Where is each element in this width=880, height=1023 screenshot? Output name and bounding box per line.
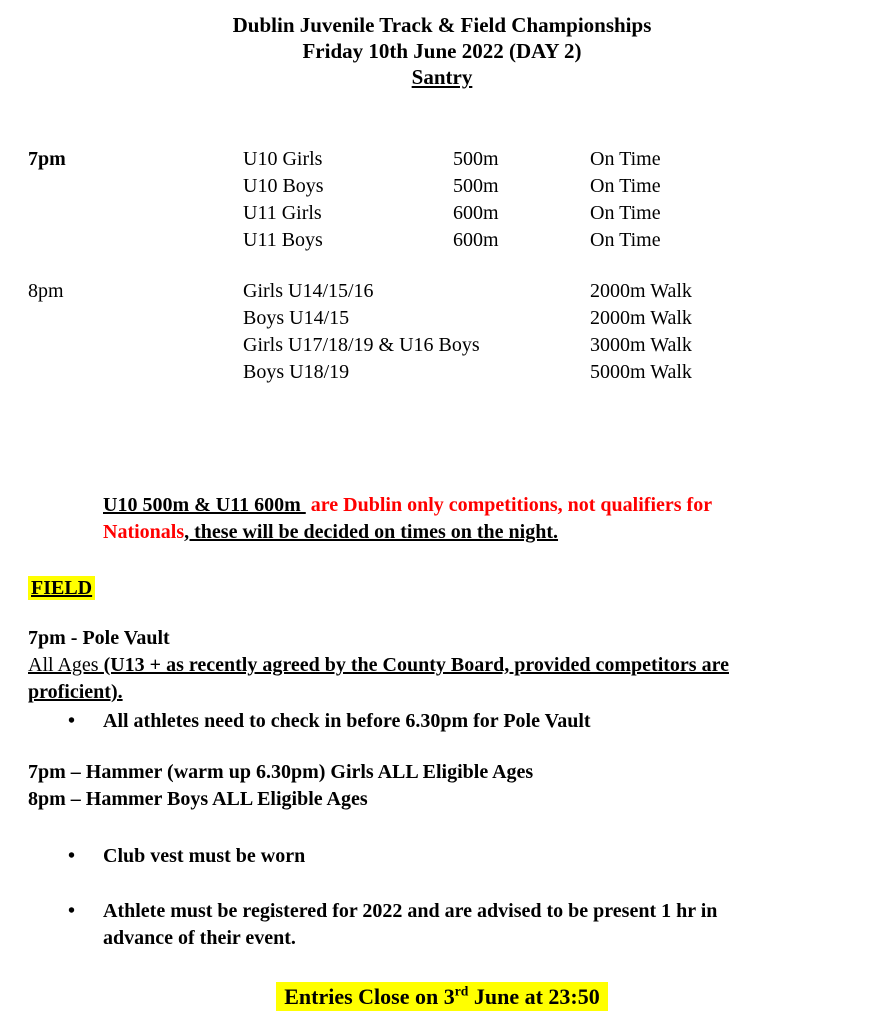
event-result: 2000m Walk: [590, 280, 692, 302]
dublin-only-note-paragraph: [103, 492, 856, 546]
event-name: Girls U17/18/19 & U16 Boys: [243, 334, 480, 356]
hammer-section: [28, 759, 856, 813]
text-segment: are Dublin only competitions, not qualifiers for: [305, 494, 713, 516]
event-distance: [453, 332, 590, 359]
event-result: On Time: [590, 202, 661, 224]
pole-vault-section: [28, 625, 856, 706]
event-name: U11 Boys: [243, 229, 323, 251]
text-segment: Nationals: [103, 521, 185, 543]
event-result: On Time: [590, 229, 661, 251]
entries-close-row: [28, 982, 856, 1012]
all-ages-note: [28, 652, 856, 706]
pole-vault-bullet-list: [28, 708, 856, 735]
schedule-row: [28, 173, 856, 200]
entries-close-banner: [276, 982, 608, 1011]
all-ages-line: [28, 679, 856, 706]
event-distance: [453, 305, 590, 332]
text-segment: proficient).: [28, 681, 123, 703]
schedule-time: 7pm: [28, 148, 66, 170]
event-distance: 600m: [453, 202, 499, 224]
schedule-block-8pm: [28, 278, 856, 386]
bullet-item: [28, 898, 856, 952]
schedule-time: [28, 227, 243, 254]
document-header: [28, 12, 856, 90]
bullet-text: [103, 708, 591, 735]
event-distance: 600m: [453, 229, 499, 251]
note-line: [103, 492, 856, 519]
bullet-text-line: Athlete must be registered for 2022 and are advised to be present 1 hr in: [103, 900, 718, 922]
note-line: [103, 519, 856, 546]
bullet-text-line: advance of their event.: [103, 927, 296, 949]
pole-vault-title: 7pm - Pole Vault: [28, 627, 170, 649]
bullet-icon: •: [68, 900, 76, 922]
event-name: U10 Girls: [243, 148, 323, 170]
event-distance: [453, 278, 590, 305]
event-name: Boys U14/15: [243, 307, 350, 329]
event-result: 2000m Walk: [590, 307, 692, 329]
schedule-time: [28, 173, 243, 200]
bullet-text-line: All athletes need to check in before 6.30pm for Pole Vault: [103, 710, 591, 732]
event-result: 5000m Walk: [590, 361, 692, 383]
title-line-date: Friday 10th June 2022 (DAY 2): [302, 39, 582, 63]
bullet-item: [28, 708, 856, 735]
text-segment: U10 500m & U11 600m: [103, 494, 306, 516]
title-line-venue: Santry: [411, 65, 473, 89]
bullet-icon: •: [68, 845, 76, 867]
schedule-time: [28, 200, 243, 227]
schedule-time: 8pm: [28, 280, 64, 302]
footer-segment: Entries Close on 3: [284, 984, 455, 1009]
schedule-block-7pm: [28, 146, 856, 254]
title-line-championships: Dublin Juvenile Track & Field Championships: [232, 13, 652, 37]
schedule-time: [28, 359, 243, 386]
bullet-item: [28, 843, 856, 870]
event-distance: 500m: [453, 148, 499, 170]
schedule-row: [28, 278, 856, 305]
footer-segment: rd: [454, 983, 469, 999]
event-name: U10 Boys: [243, 175, 324, 197]
hammer-boys-line: 8pm – Hammer Boys ALL Eligible Ages: [28, 788, 368, 810]
event-distance: [453, 359, 590, 386]
field-heading: FIELD: [28, 576, 95, 600]
event-distance: 500m: [453, 175, 499, 197]
schedule-row: [28, 305, 856, 332]
general-rules-bullet-list: [28, 843, 856, 952]
schedule-row: [28, 332, 856, 359]
event-result: 3000m Walk: [590, 334, 692, 356]
event-name: U11 Girls: [243, 202, 322, 224]
field-heading-row: [28, 575, 856, 602]
text-segment: (U13 + as recently agreed by the County Board, provided competitors are: [103, 654, 729, 676]
bullet-text: [103, 898, 717, 952]
footer-segment: June at 23:50: [468, 984, 600, 1009]
all-ages-line: [28, 652, 856, 679]
bullet-text-line: Club vest must be worn: [103, 845, 306, 867]
event-name: Girls U14/15/16: [243, 280, 374, 302]
schedule-time: [28, 305, 243, 332]
schedule-row: [28, 200, 856, 227]
schedule-row: [28, 359, 856, 386]
bullet-text: [103, 843, 305, 870]
event-result: On Time: [590, 148, 661, 170]
schedule-time: [28, 332, 243, 359]
schedule-row: [28, 227, 856, 254]
event-name: Boys U18/19: [243, 361, 350, 383]
text-segment: All Ages: [28, 654, 104, 676]
event-result: On Time: [590, 175, 661, 197]
track-schedule-table: [28, 146, 856, 386]
schedule-row: [28, 146, 856, 173]
bullet-icon: •: [68, 710, 76, 732]
hammer-girls-line: 7pm – Hammer (warm up 6.30pm) Girls ALL Eligible Ages: [28, 761, 534, 783]
text-segment: , these will be decided on times on the night.: [184, 521, 559, 543]
